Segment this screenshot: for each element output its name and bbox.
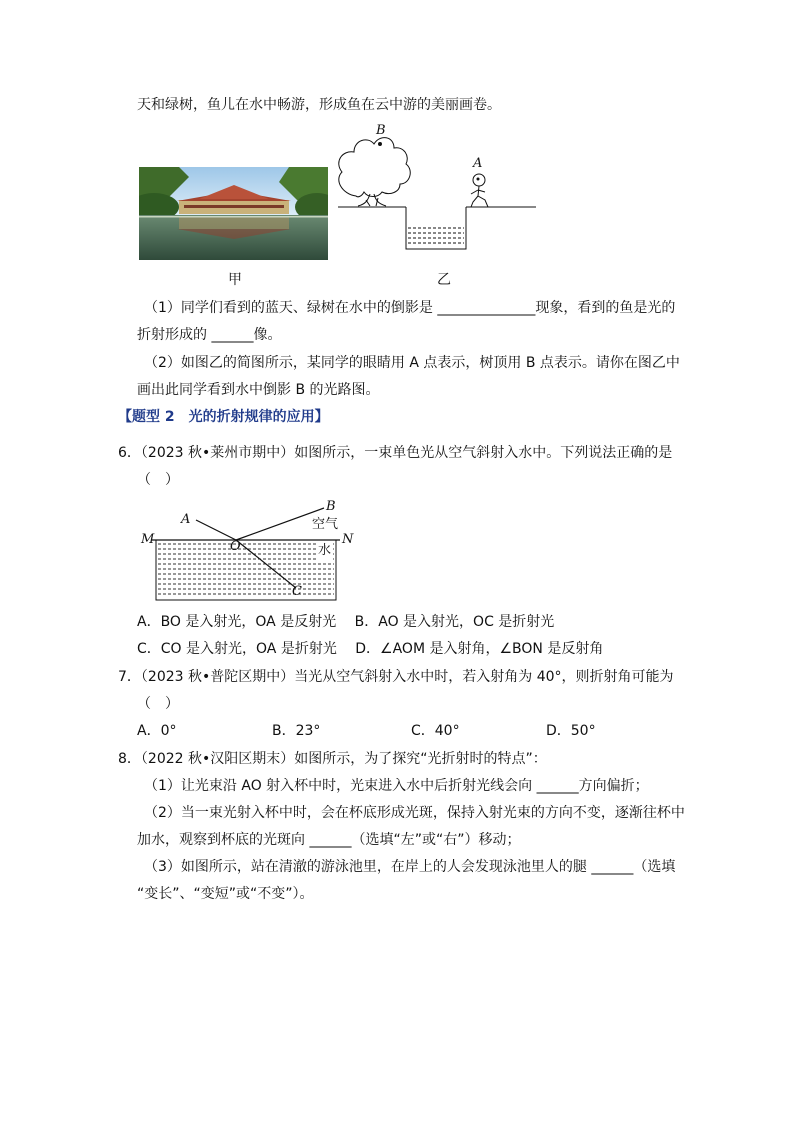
q8-part2-line2: 加水，观察到杯底的光斑向 ______（选填“左”或“右”）移动； [137, 832, 521, 848]
q7-answer-bracket: （ ） [137, 696, 179, 712]
q8-part2-line1: （2）当一束光射入杯中时，会在杯底形成光斑，保持入射光束的方向不变，逐渐往杯中 [144, 805, 685, 821]
ray-OB [236, 508, 324, 540]
label-M: M [141, 532, 155, 547]
label-water: 水 [318, 541, 331, 561]
q8-part1: （1）让光束沿 AO 射入杯中时，光束进入水中后折射光线会向 ______方向偏折； [144, 778, 649, 794]
section-heading-type2: 【题型 2 光的折射规律的应用】 [118, 409, 329, 425]
photo-pavilion-figure-jia [139, 167, 328, 260]
q5-part2-line2: 画出此同学看到水中倒影 B 的光路图。 [137, 382, 380, 398]
text-line-intro: 天和绿树，鱼儿在水中畅游，形成鱼在云中游的美丽画卷。 [137, 97, 501, 113]
label-air: 空气 [312, 517, 339, 532]
q6-options-CD: C．CO 是入射光，OA 是折射光 D．∠AOM 是入射角，∠BON 是反射角 [137, 641, 604, 657]
label-A: A [181, 512, 191, 527]
tree-crown [339, 138, 410, 197]
label-C: C [292, 584, 302, 599]
label-B-tree-top: B [376, 123, 386, 138]
label-B: B [326, 499, 336, 514]
q8-part3-line2: “变长”、“变短”或“不变”）。 [137, 886, 314, 902]
figure-yi-caption: 乙 [437, 272, 451, 288]
q7-option-C: C．40° [411, 723, 460, 739]
q5-part1-line2: 折射形成的 ______像。 [137, 327, 282, 343]
q8-stem: 8．（2022 秋•汉阳区期末）如图所示，为了探究“光折射时的特点”： [118, 751, 547, 767]
q6-options-AB: A．BO 是入射光，OA 是反射光 B．AO 是入射光，OC 是折射光 [137, 614, 555, 630]
q6-answer-bracket: （ ） [137, 472, 179, 488]
q7-option-B: B．23° [272, 723, 321, 739]
label-O: O [230, 539, 241, 554]
q5-part1-line1: （1）同学们看到的蓝天、绿树在水中的倒影是 ______________现象，看到的鱼是光的 [144, 300, 676, 316]
q7-stem-line1: 7．（2023 秋•普陀区期中）当光从空气斜射入水中时，若入射角为 40°，则折射角可能为 [118, 669, 674, 685]
q6-stem-line1: 6．（2023 秋•莱州市期中）如图所示，一束单色光从空气斜射入水中。下列说法正确的是 [118, 445, 673, 461]
figure-jia-caption: 甲 [228, 272, 242, 288]
q7-option-A: A．0° [137, 723, 177, 739]
label-A-eye: A [473, 156, 483, 171]
q5-part2-line1: （2）如图乙的简图所示，某同学的眼睛用 A 点表示，树顶用 B 点表示。请你在图乙中 [144, 355, 680, 371]
label-N: N [342, 532, 354, 547]
q7-option-D: D．50° [546, 723, 596, 739]
q8-part3-line1: （3）如图所示，站在清澈的游泳池里，在岸上的人会发现泳池里人的腿 ______（选填 [144, 859, 676, 875]
diagram-figure-yi [328, 118, 540, 258]
